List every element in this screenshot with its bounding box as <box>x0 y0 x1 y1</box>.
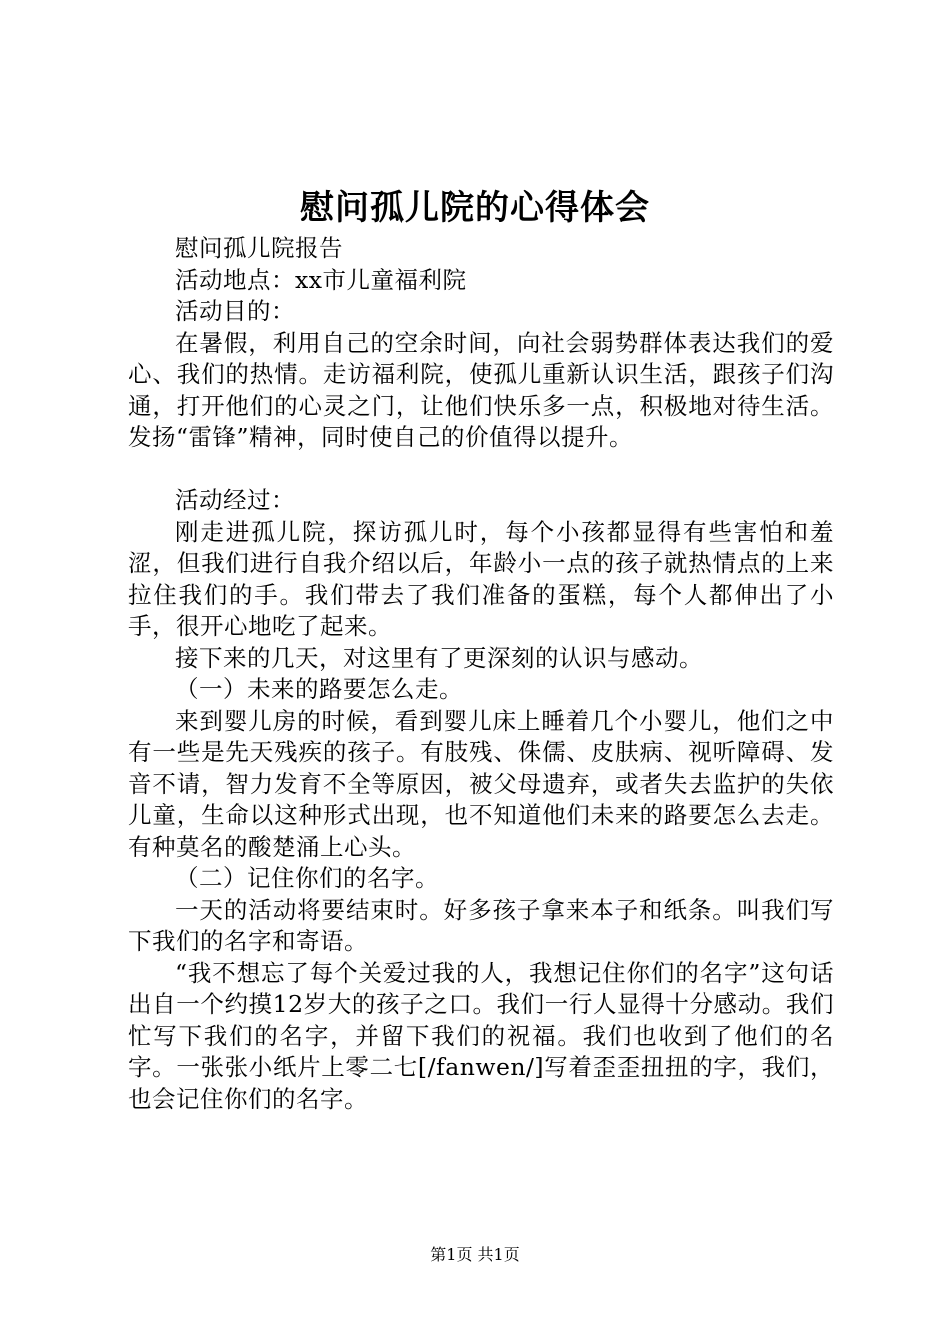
paragraph-location: 活动地点：xx市儿童福利院 <box>175 265 467 294</box>
paragraph-report-heading: 慰问孤儿院报告 <box>175 234 343 262</box>
section-heading-1: （一）未来的路要怎么走。 <box>175 675 463 703</box>
paragraph-nursery: 来到婴儿房的时候，看到婴儿床上睡着几个小婴儿，他们之中有一些是先天残疾的孩子。有肢残、侏儒、皮肤病、视听障碍、发音不请，智力发育不全等原因，被父母遗弃，或者失去监护的失依儿童，生命以这种形式出现，也不知道他们未来的路要怎么去走。有种莫名的酸楚涌上心头。 <box>128 706 834 861</box>
document-title: 慰问孤儿院的心得体会 <box>300 188 650 228</box>
paragraph-purpose: 在暑假，利用自己的空余时间，向社会弱势群体表达我们的爱心、我们的热情。走访福利院，使孤儿重新认识生活，跟孩子们沟通，打开他们的心灵之门，让他们快乐多一点，积极地对待生活。发扬“雷锋”精神，同时使自己的价值得以提升。 <box>128 328 834 451</box>
paragraph-following-days: 接下来的几天，对这里有了更深刻的认识与感动。 <box>175 643 703 672</box>
paragraph-end-of-day: 一天的活动将要结束时。好多孩子拿来本子和纸条。叫我们写下我们的名字和寄语。 <box>128 895 834 955</box>
paragraph-quote: “我不想忘了每个关爱过我的人，我想记住你们的名字”这句话出自一个约摸12岁大的孩子之口。我们一行人显得十分感动。我们忙写下我们的名字，并留下我们的祝福。我们也收到了他们的名字。一张张小纸片上零二七[/fanwen/]写着歪歪扭扭的字，我们，也会记住你们的名字。 <box>128 958 834 1113</box>
paragraph-purpose-label: 活动目的： <box>175 297 295 325</box>
page-footer: 第1页 共1页 <box>430 1245 520 1264</box>
section-heading-2: （二）记住你们的名字。 <box>175 864 439 892</box>
paragraph-first-visit: 刚走进孤儿院，探访孤儿时，每个小孩都显得有些害怕和羞涩，但我们进行自我介绍以后，年龄小一点的孩子就热情点的上来拉住我们的手。我们带去了我们准备的蛋糕，每个人都伸出了小手，很开心地吃了起来。 <box>128 517 834 640</box>
blank-line <box>128 454 834 486</box>
paragraph-process-label: 活动经过： <box>175 486 295 514</box>
document-body <box>128 233 834 1115</box>
